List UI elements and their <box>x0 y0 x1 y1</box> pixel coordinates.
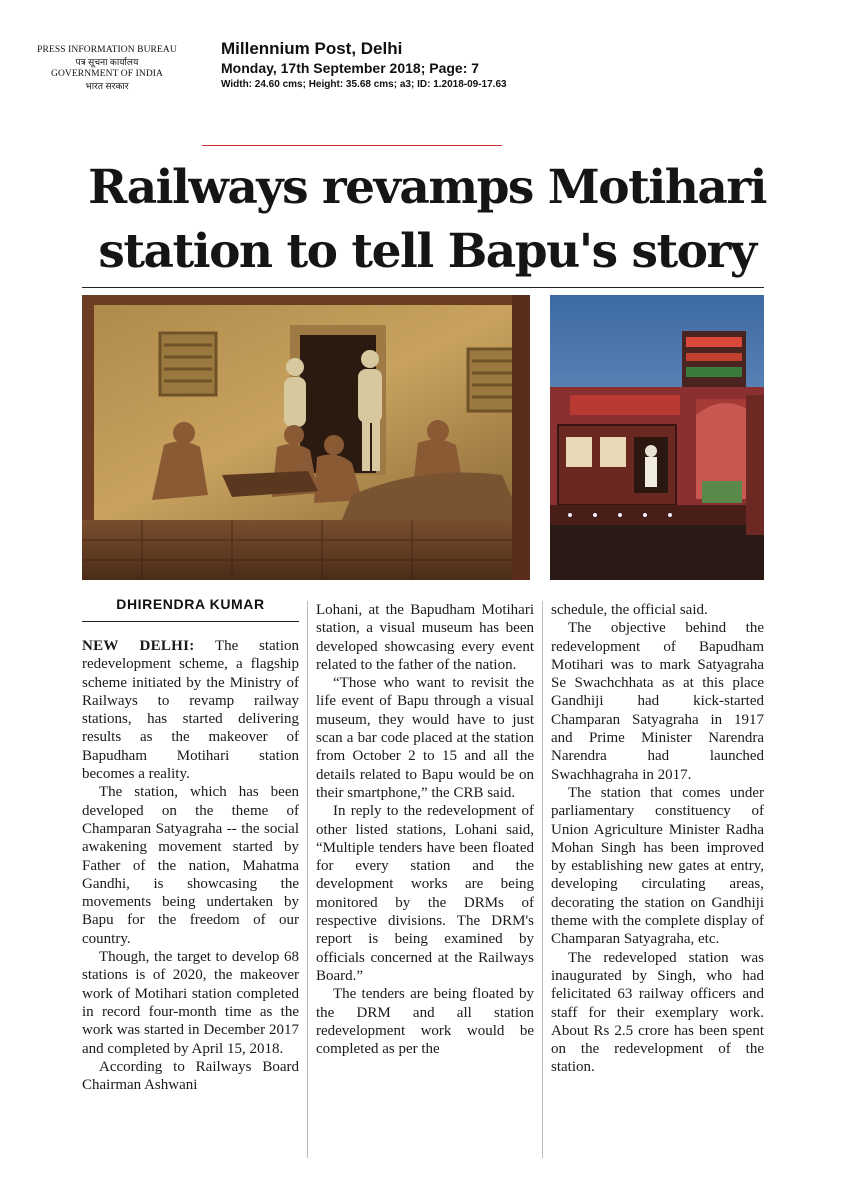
pib-masthead <box>30 44 184 92</box>
mural-photo-graphic <box>82 295 530 580</box>
red-divider <box>202 145 502 146</box>
column-divider <box>542 601 543 1158</box>
headline-line-1: Railways revamps Motihari <box>88 160 766 215</box>
paragraph: The station that comes under parliamentary constituency of Union Agriculture Minister Radha Mohan Singh has been improved by establishing new gates at entry, developing circulating areas, decorating the station on Gandhiji theme with the complete display of Champaran Satyagraha, etc. <box>551 784 764 948</box>
bureau-name-en: PRESS INFORMATION BUREAU <box>37 45 177 55</box>
paragraph: In reply to the redevelopment of other listed stations, Lohani said, “Multiple tenders have been floated for every station and the development works are being monitored by the DRMs of respective divisions. The DRM's report is being examined by officials concerned at the Railways Board.” <box>316 803 534 984</box>
publication-name: Millennium Post, Delhi <box>221 39 403 58</box>
bureau-name-hi: पत्र सूचना कार्यालय <box>75 57 139 67</box>
paragraph: The tenders are being floated by the DRM and all station redevelopment work would be completed as per the <box>316 986 534 1058</box>
paragraph: The station, which has been developed on the theme of Champaran Satyagraha -- the social awakening movement started by Father of the nation, Mahatma Gandhi, is showcasing the movements being undertaken by Bapu for the freedom of our country. <box>82 784 299 947</box>
paragraph: The objective behind the redevelopment of Bapudham Motihari was to mark Satyagraha Se Swachchhata as at this place Gandhiji had kick-started Champaran Satyagraha in 1917 and Prime Minister Narendra Narendra had launched Swachhagraha in 2017. <box>551 620 764 783</box>
mural-photo <box>82 295 530 580</box>
article-column-2 <box>316 601 534 1058</box>
byline: DHIRENDRA KUMAR <box>116 596 265 612</box>
paragraph: The redeveloped station was inaugurated by Singh, who had felicitated 63 railway officers and staff for their exemplary work. About Rs 2.5 crore has been spent on the redevelopment of the station. <box>551 949 764 1076</box>
station-photo-graphic <box>550 295 764 580</box>
byline-divider <box>82 621 299 622</box>
paragraph: schedule, the official said. <box>551 602 708 618</box>
government-name-en: GOVERNMENT OF INDIA <box>50 69 164 79</box>
clipping-meta <box>221 38 507 93</box>
dateline: NEW DELHI: <box>82 638 195 654</box>
article-column-3 <box>551 601 764 1077</box>
paragraph <box>82 637 299 783</box>
paragraph-text: The station redevelopment scheme, a flagship scheme initiated by the Ministry of Railways to revamp railway stations, has started delivering results as the makeover of Bapudham Motihari station becomes a reality. <box>82 638 299 783</box>
government-name-hi: भारत सरकार <box>85 81 129 91</box>
headline-divider <box>82 287 764 288</box>
headline-line-2: station to tell Bapu's story <box>98 224 756 279</box>
station-photo <box>550 295 764 580</box>
paragraph: According to Railways Board Chairman Ashwani <box>82 1058 299 1094</box>
publication-date-page: Monday, 17th September 2018; Page: 7 <box>221 60 480 76</box>
article-headline <box>40 156 814 284</box>
clipping-dimensions: Width: 24.60 cms; Height: 35.68 cms; a3; ID: 1.2018-09-17.63 <box>221 79 507 90</box>
paragraph: Lohani, at the Bapudham Motihari station, a visual museum has been developed showcasing every event related to the father of the nation. <box>316 602 534 673</box>
paragraph: “Those who want to revisit the life event of Bapu through a visual museum, they would have to just scan a bar code placed at the station from October 2 to 15 and all the details related to Bapu would be on their smartphone,” the CRB said. <box>316 675 534 801</box>
article-column-1 <box>82 637 299 1094</box>
column-divider <box>307 601 308 1158</box>
paragraph: Though, the target to develop 68 stations is of 2020, the makeover work of Motihari station completed in record four-month time as the work was started in December 2017 and completed by April 15, 2018. <box>82 949 299 1057</box>
